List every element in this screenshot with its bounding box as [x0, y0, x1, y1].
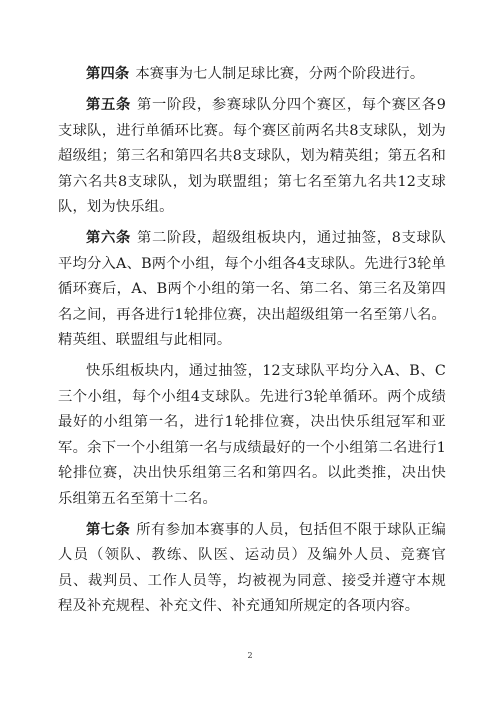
article-text: 第二阶段，超级组板块内，通过抽签，8支球队平均分入A、B两个小组，每个小组各4支球队。先进行3轮单循环赛后，A、B两个小组的第一名、第二名、第三名及第四名之间，再各进行1轮排位赛，决出超级组第一名至第八名。精英组、联盟组与此相同。 — [58, 230, 446, 349]
article-text: 所有参加本赛事的人员，包括但不限于球队正编人员（领队、教练、队医、运动员）及编外人员、竞赛官员、裁判员、工作人员等，均被视为同意、接受并遵守本规程及补充规程、补充文件、补充通知所规定的各项内容。 — [58, 521, 446, 615]
article-text: 本赛事为七人制足球比赛，分两个阶段进行。 — [135, 66, 425, 82]
article-6-paragraph — [58, 226, 446, 353]
article-number: 第五条 — [86, 97, 131, 114]
article-4-paragraph — [58, 62, 446, 87]
document-body — [58, 62, 446, 626]
article-6-continuation-paragraph — [58, 359, 446, 511]
article-number: 第六条 — [86, 230, 131, 247]
article-number: 第七条 — [86, 521, 131, 538]
article-text: 第一阶段，参赛球队分四个赛区，每个赛区各9支球队，进行单循环比赛。每个赛区前两名共8支球队，划为超级组；第三名和第四名共8支球队，划为精英组；第五名和第六名共8支球队，划为联盟组；第七名至第九名共12支球队，划为快乐组。 — [58, 97, 446, 216]
article-5-paragraph — [58, 93, 446, 220]
article-number: 第四条 — [86, 66, 130, 82]
page-number: 2 — [247, 651, 253, 660]
article-text: 快乐组板块内，通过抽签，12支球队平均分入A、B、C三个小组，每个小组4支球队。先进行3轮单循环。两个成绩最好的小组第一名，进行1轮排位赛，决出快乐组冠军和亚军。余下一个小组第一名与成绩最好的一个小组第二名进行1轮排位赛，决出快乐组第三名和第四名。以此类推，决出快乐组第五名至第十二名。 — [58, 363, 446, 507]
article-7-paragraph — [58, 518, 446, 620]
